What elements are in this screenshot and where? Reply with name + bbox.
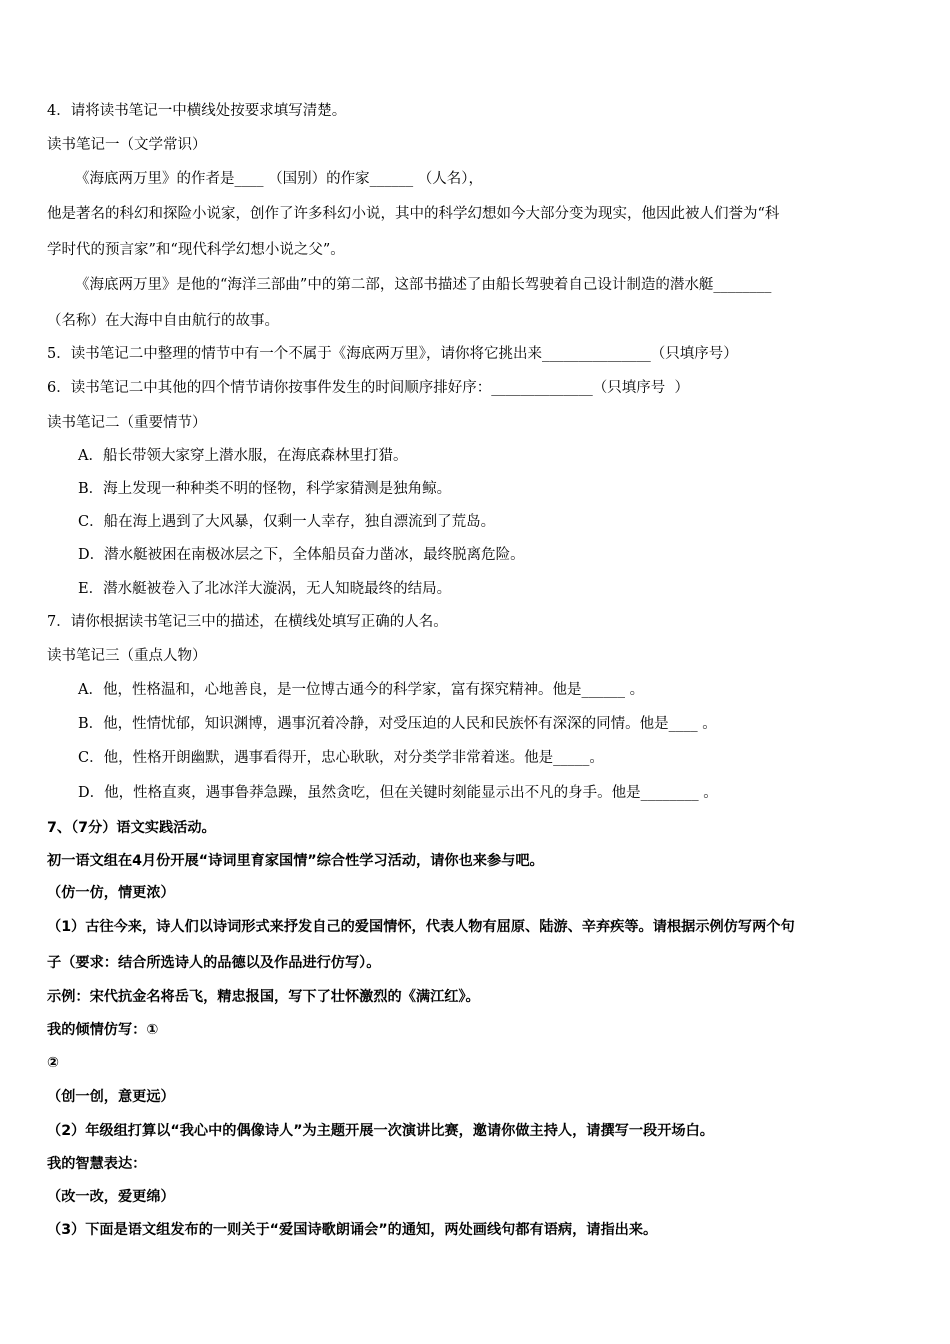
plot-option-a: A．船长带领大家穿上潜水服，在海底森林里打猎。 [78,448,408,464]
activity-intro: 初一语文组在4月份开展“诗词里育家国情”综合性学习活动，请你也来参与吧。 [47,853,544,869]
question-7-practice: 7、（7分）语文实践活动。 [47,820,216,836]
question-5: 5．读书笔记二中整理的情节中有一个不属于《海底两万里》，请你将它挑出来_______________（只填序号） [47,346,738,362]
question-7: 7．请你根据读书笔记三中的描述，在横线处填写正确的人名。 [47,614,448,630]
note-1-title: 读书笔记一（文学常识） [47,137,207,153]
example-sentence: 示例：宋代抗金名将岳飞，精忠报国，写下了壮怀激烈的《满江红》。 [47,989,480,1005]
sub-question-2: （2）年级组打算以“我心中的偶像诗人”为主题开展一次演讲比赛，邀请你做主持人，请撰写一段开场白。 [47,1123,714,1139]
character-b: B．他，性情忧郁，知识渊博，遇事沉着冷静，对受压迫的人民和民族怀有深深的同情。他是____ 。 [78,716,717,732]
sub-question-3: （3）下面是语文组发布的一则关于“爱国诗歌朗诵会”的通知，两处画线句都有语病，请指出来。 [47,1222,658,1238]
question-4: 4．请将读书笔记一中横线处按要求填写清楚。 [47,103,347,119]
character-a: A．他，性格温和，心地善良，是一位博古通今的科学家，富有探究精神。他是______ 。 [78,682,645,698]
section-imitate: （仿一仿，情更浓） [47,885,175,901]
note-1-line-4: 《海底两万里》是他的“海洋三部曲”中的第二部，这部书描述了由船长驾驶着自己设计制造的潜水艇________ [75,277,772,293]
character-c: C．他，性格开朗幽默，遇事看得开，忠心耿耿，对分类学非常着迷。他是_____。 [78,750,604,766]
note-3-title: 读书笔记三（重点人物） [47,648,207,664]
note-1-line-1: 《海底两万里》的作者是____ （国别）的作家______ （人名）， [75,171,483,187]
question-6: 6．读书笔记二中其他的四个情节请你按事件发生的时间顺序排好序：______________（只填序号 ） [47,380,689,396]
note-1-line-2: 他是著名的科幻和探险小说家，创作了许多科幻小说，其中的科学幻想如今大部分变为现实，他因此被人们誉为“科 [47,206,780,222]
plot-option-b: B．海上发现一种种类不明的怪物，科学家猜测是独角鲸。 [78,481,452,497]
sub-question-1: （1）古往今来，诗人们以诗词形式来抒发自己的爱国情怀，代表人物有屈原、陆游、辛弃疾等。请根据示例仿写两个句 [47,919,795,935]
plot-option-d: D．潜水艇被困在南极冰层之下，全体船员奋力凿冰，最终脱离危险。 [78,547,525,563]
note-1-line-3: 学时代的预言家”和“现代科学幻想小说之父”。 [47,242,345,258]
note-2-title: 读书笔记二（重要情节） [47,415,207,431]
section-revise: （改一改，爱更绵） [47,1189,175,1205]
my-imitation: 我的倾情仿写：① [47,1022,159,1038]
character-d: D．他，性格直爽，遇事鲁莽急躁，虽然贪吃，但在关键时刻能显示出不凡的身手。他是________ 。 [78,785,718,801]
my-expression: 我的智慧表达： [47,1156,147,1172]
plot-option-c: C．船在海上遇到了大风暴，仅剩一人幸存，独自漂流到了荒岛。 [78,514,496,530]
plot-option-e: E．潜水艇被卷入了北冰洋大漩涡，无人知晓最终的结局。 [78,581,452,597]
sub-question-1-cont: 子（要求：结合所选诗人的品德以及作品进行仿写）。 [47,955,381,971]
note-1-line-5: （名称）在大海中自由航行的故事。 [47,313,279,329]
imitation-2: ② [47,1055,60,1071]
section-create: （创一创，意更远） [47,1089,175,1105]
